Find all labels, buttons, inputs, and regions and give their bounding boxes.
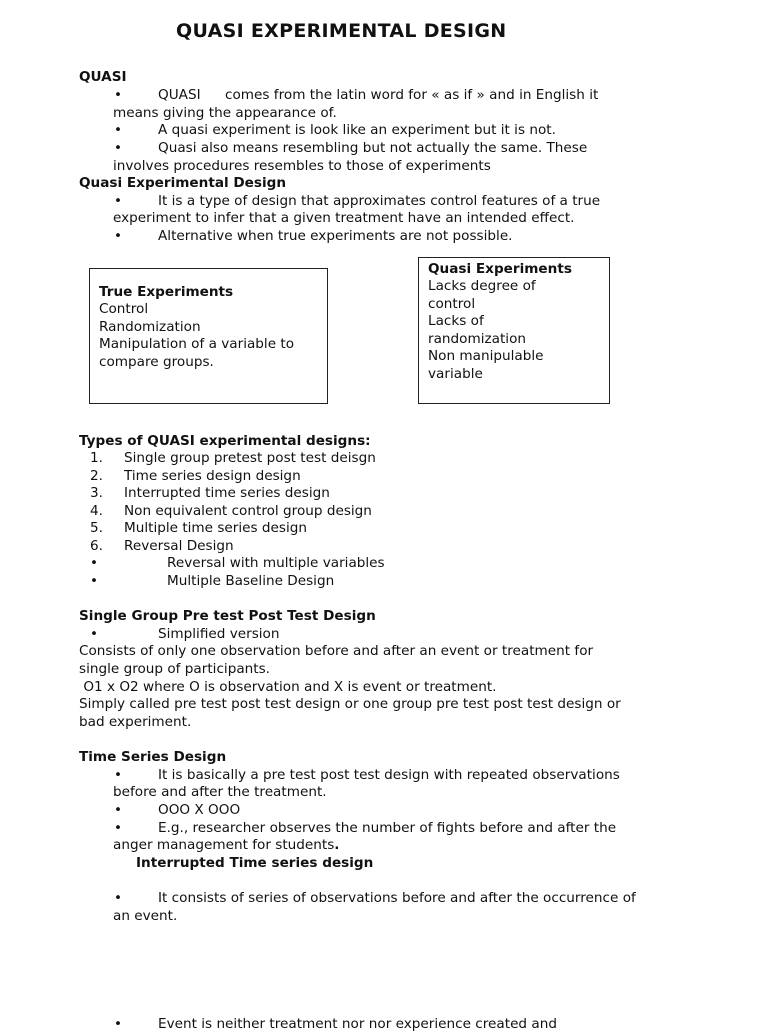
list-item: Reversal Design [124,538,234,554]
interrupted-bullet-1-continuation: an event. [113,908,178,924]
quasi-bullet-3-continuation: involves procedures resembles to those of experiments [113,158,491,174]
list-number: 6. [90,538,103,554]
page-title: QUASI EXPERIMENTAL DESIGN [176,20,507,42]
quasi-bullet-2-text: A quasi experiment is look like an experiment but it is not. [158,122,556,138]
quasi-box-line: Lacks of [428,313,484,329]
interrupted-bullet-1-text: It consists of series of observations before and after the occurrence of [158,890,636,906]
bullet-icon: • [114,890,123,906]
bullet-icon: • [90,573,99,589]
single-paragraph-3-continuation: bad experiment. [79,714,192,730]
ts-bullet-2-text: OOO X OOO [158,802,241,818]
sub-list-item: Multiple Baseline Design [167,573,335,589]
quasi-bullet-1-word: QUASI [158,87,201,103]
quasi-bullet-1-text: comes from the latin word for « as if » and in English it [225,87,599,103]
true-box-line: compare groups. [99,354,214,370]
bullet-icon: • [114,228,123,244]
true-box-heading: True Experiments [99,284,234,300]
bullet-icon: • [114,140,123,156]
quasi-box-line: variable [428,366,483,382]
ts-bullet-3-text: E.g., researcher observes the number of fights before and after the [158,820,617,836]
qed-bullet-1-continuation: experiment to infer that a given treatment have an intended effect. [113,210,575,226]
list-item: Non equivalent control group design [124,503,372,519]
section-heading-time-series: Time Series Design [79,749,227,765]
bullet-icon: • [114,87,123,103]
qed-bullet-1-text: It is a type of design that approximates control features of a true [158,193,601,209]
qed-bullet-2-text: Alternative when true experiments are not possible. [158,228,513,244]
ts-bullet-1-continuation: before and after the treatment. [113,784,327,800]
section-heading-single-group: Single Group Pre test Post Test Design [79,608,376,624]
quasi-box-line: Non manipulable [428,348,544,364]
ts-bullet-3-period: . [334,837,340,853]
interrupted-bullet-2-text: Event is neither treatment nor nor experience created and [158,1016,557,1032]
quasi-box-line: randomization [428,331,527,347]
quasi-box-line: control [428,296,476,312]
list-item: Interrupted time series design [124,485,330,501]
list-item: Multiple time series design [124,520,308,536]
single-paragraph-3: Simply called pre test post test design or one group pre test post test design or [79,696,621,712]
true-experiments-box [89,268,328,404]
bullet-icon: • [114,820,123,836]
bullet-icon: • [114,767,123,783]
quasi-box-line: Lacks degree of [428,278,536,294]
bullet-icon: • [90,555,99,571]
section-heading-qed: Quasi Experimental Design [79,175,287,191]
list-number: 3. [90,485,103,501]
bullet-icon: • [114,1016,123,1032]
section-heading-quasi: QUASI [79,69,127,85]
section-heading-types: Types of QUASI experimental designs: [79,433,371,449]
true-box-line: Randomization [99,319,201,335]
ts-bullet-3-continuation [113,837,339,855]
bullet-icon: • [114,802,123,818]
single-paragraph-1-continuation: single group of participants. [79,661,271,677]
quasi-bullet-1-continuation: means giving the appearance of. [113,105,337,121]
single-paragraph-1: Consists of only one observation before and after an event or treatment for [79,643,594,659]
section-heading-interrupted: Interrupted Time series design [136,855,374,871]
list-number: 4. [90,503,103,519]
single-paragraph-2: O1 x O2 where O is observation and X is event or treatment. [79,679,497,695]
quasi-experiments-box [418,257,610,404]
bullet-icon: • [90,626,99,642]
single-bullet-text: Simplified version [158,626,280,642]
true-box-line: Manipulation of a variable to [99,336,295,352]
quasi-box-heading: Quasi Experiments [428,261,572,277]
ts-bullet-1-text: It is basically a pre test post test design with repeated observations [158,767,620,783]
bullet-icon: • [114,193,123,209]
list-item: Time series design design [124,468,301,484]
quasi-bullet-3-text: Quasi also means resembling but not actually the same. These [158,140,588,156]
ts-bullet-3-cont-text: anger management for students [113,837,335,853]
list-number: 2. [90,468,103,484]
list-number: 5. [90,520,103,536]
sub-list-item: Reversal with multiple variables [167,555,385,571]
true-box-line: Control [99,301,149,317]
list-item: Single group pretest post test deisgn [124,450,376,466]
list-number: 1. [90,450,103,466]
bullet-icon: • [114,122,123,138]
